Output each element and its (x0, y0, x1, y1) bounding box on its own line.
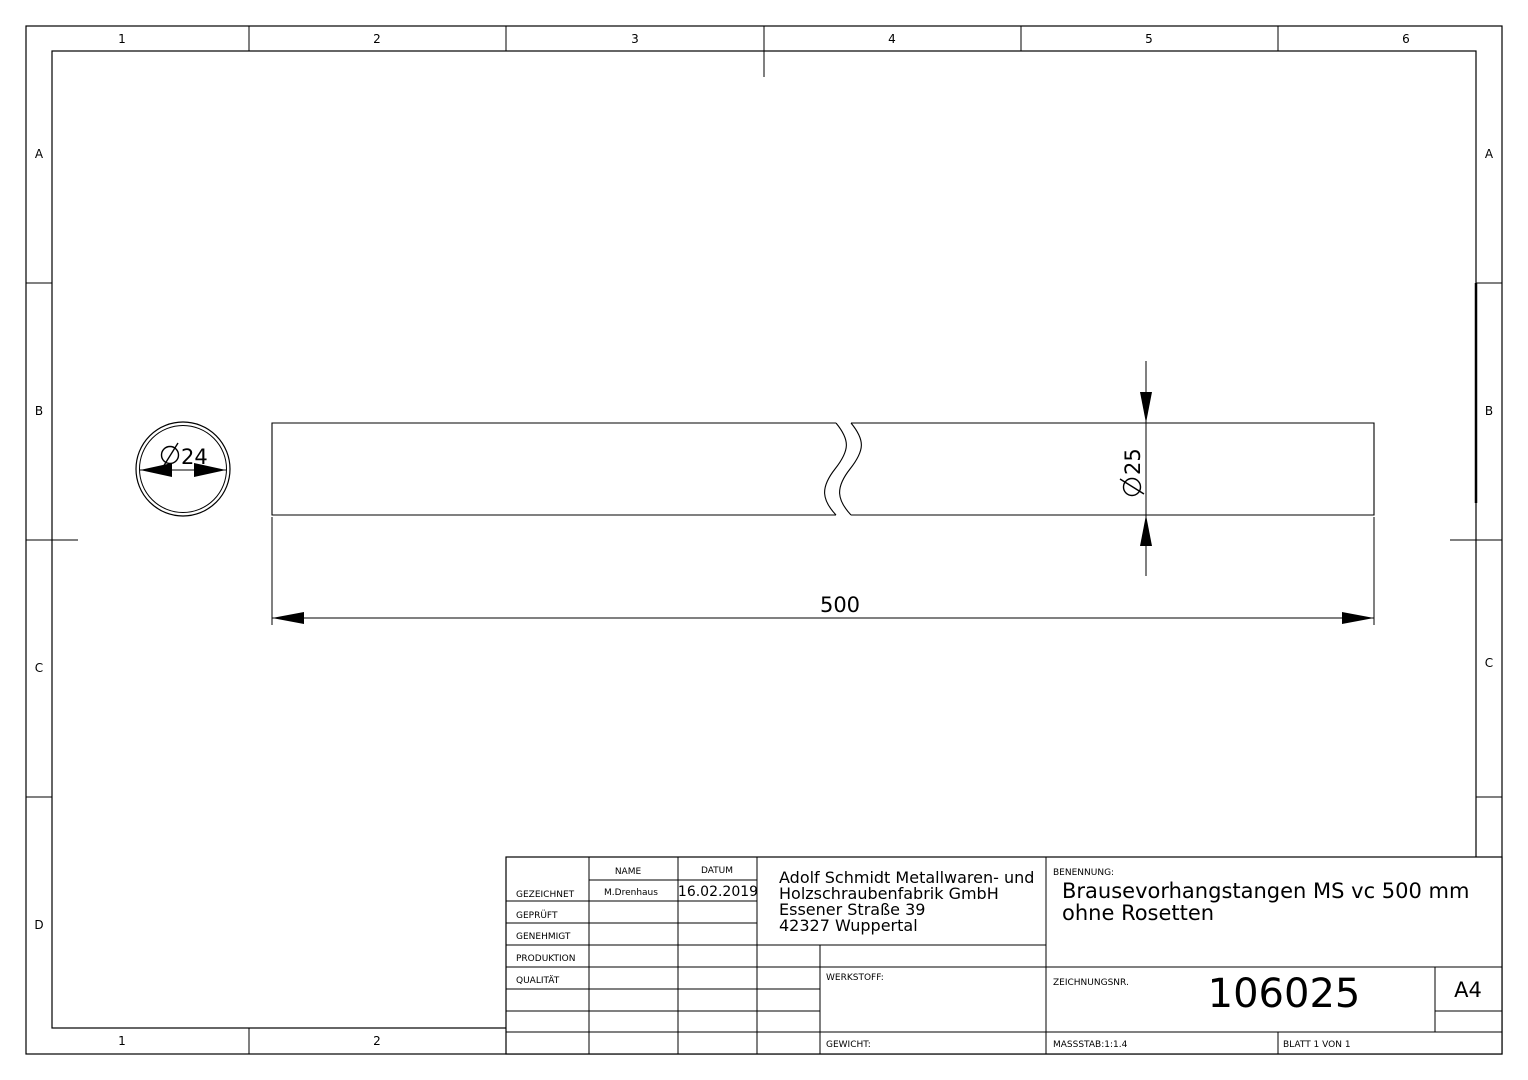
werkstoff-label: WERKSTOFF: (826, 973, 884, 983)
zeichnungsnr-label: ZEICHNUNGSNR. (1053, 978, 1129, 988)
arrowhead-length-right (1342, 612, 1374, 624)
label-geprueft: GEPRÜFT (516, 911, 558, 921)
zone-row-b-left: B (34, 404, 44, 418)
rod-right-part (851, 423, 1374, 515)
rod-length-value: 500 (819, 593, 861, 617)
label-genehmigt: GENEHMIGT (516, 932, 571, 942)
arrowhead-diameter-bottom (1140, 515, 1152, 546)
drawing-number: 106025 (1207, 971, 1361, 1017)
drawn-by-value: M.Drenhaus (604, 888, 658, 898)
zone-col-1-bottom: 1 (118, 1034, 126, 1048)
zone-col-1: 1 (118, 32, 126, 46)
zone-col-3: 3 (631, 32, 639, 46)
zone-row-d-left: D (34, 918, 44, 932)
section-view (136, 422, 230, 516)
gewicht-label: GEWICHT: (826, 1040, 871, 1050)
break-line-left (825, 423, 847, 515)
title-block (506, 857, 1502, 1054)
arrowhead-left (140, 463, 172, 477)
label-qualitaet: QUALITÄT (516, 976, 560, 986)
title-line-2: ohne Rosetten (1062, 901, 1215, 925)
zone-col-2: 2 (373, 32, 381, 46)
zone-row-a-right: A (1484, 147, 1494, 161)
zone-labels-right (1485, 147, 1494, 670)
blatt-value: BLATT 1 VON 1 (1283, 1040, 1351, 1050)
arrowhead-length-left (272, 612, 304, 624)
format-value: A4 (1454, 978, 1482, 1002)
arrowhead-diameter-top (1140, 392, 1152, 423)
company-line-4: 42327 Wuppertal (779, 916, 918, 935)
break-line-right (840, 423, 862, 515)
zone-col-6: 6 (1402, 32, 1410, 46)
diameter-dimension (1120, 361, 1152, 576)
rod-diameter-value: 25 (1121, 448, 1145, 475)
rod-left-part (272, 423, 836, 515)
title-line-1: Brausevorhangstangen MS vc 500 mm (1062, 879, 1470, 903)
drawn-date-value: 16.02.2019 (677, 884, 759, 900)
company-line-1: Adolf Schmidt Metallwaren- und (779, 868, 1035, 887)
zone-row-b-right: B (1484, 404, 1494, 418)
diameter-symbol-icon (162, 443, 179, 467)
zone-row-c-right: C (1484, 656, 1494, 670)
massstab-value: MASSSTAB:1:1.4 (1053, 1040, 1128, 1050)
company-line-2: Holzschraubenfabrik GmbH (779, 884, 999, 903)
label-gezeichnet: GEZEICHNET (516, 890, 575, 900)
length-dimension (272, 517, 1374, 625)
section-diameter-value: 24 (181, 445, 208, 469)
zone-row-a-left: A (34, 147, 44, 161)
benennung-label: BENENNUNG: (1053, 868, 1115, 878)
company-line-3: Essener Straße 39 (779, 900, 926, 919)
zone-col-2-bottom: 2 (373, 1034, 381, 1048)
zone-row-c-left: C (34, 661, 44, 675)
label-produktion: PRODUKTION (516, 954, 576, 964)
diameter-symbol-icon-2 (1120, 479, 1144, 496)
header-date: DATUM (700, 866, 734, 876)
zone-col-4: 4 (888, 32, 896, 46)
rod-view (272, 423, 1374, 515)
header-name: NAME (614, 867, 642, 877)
zone-col-5: 5 (1145, 32, 1153, 46)
